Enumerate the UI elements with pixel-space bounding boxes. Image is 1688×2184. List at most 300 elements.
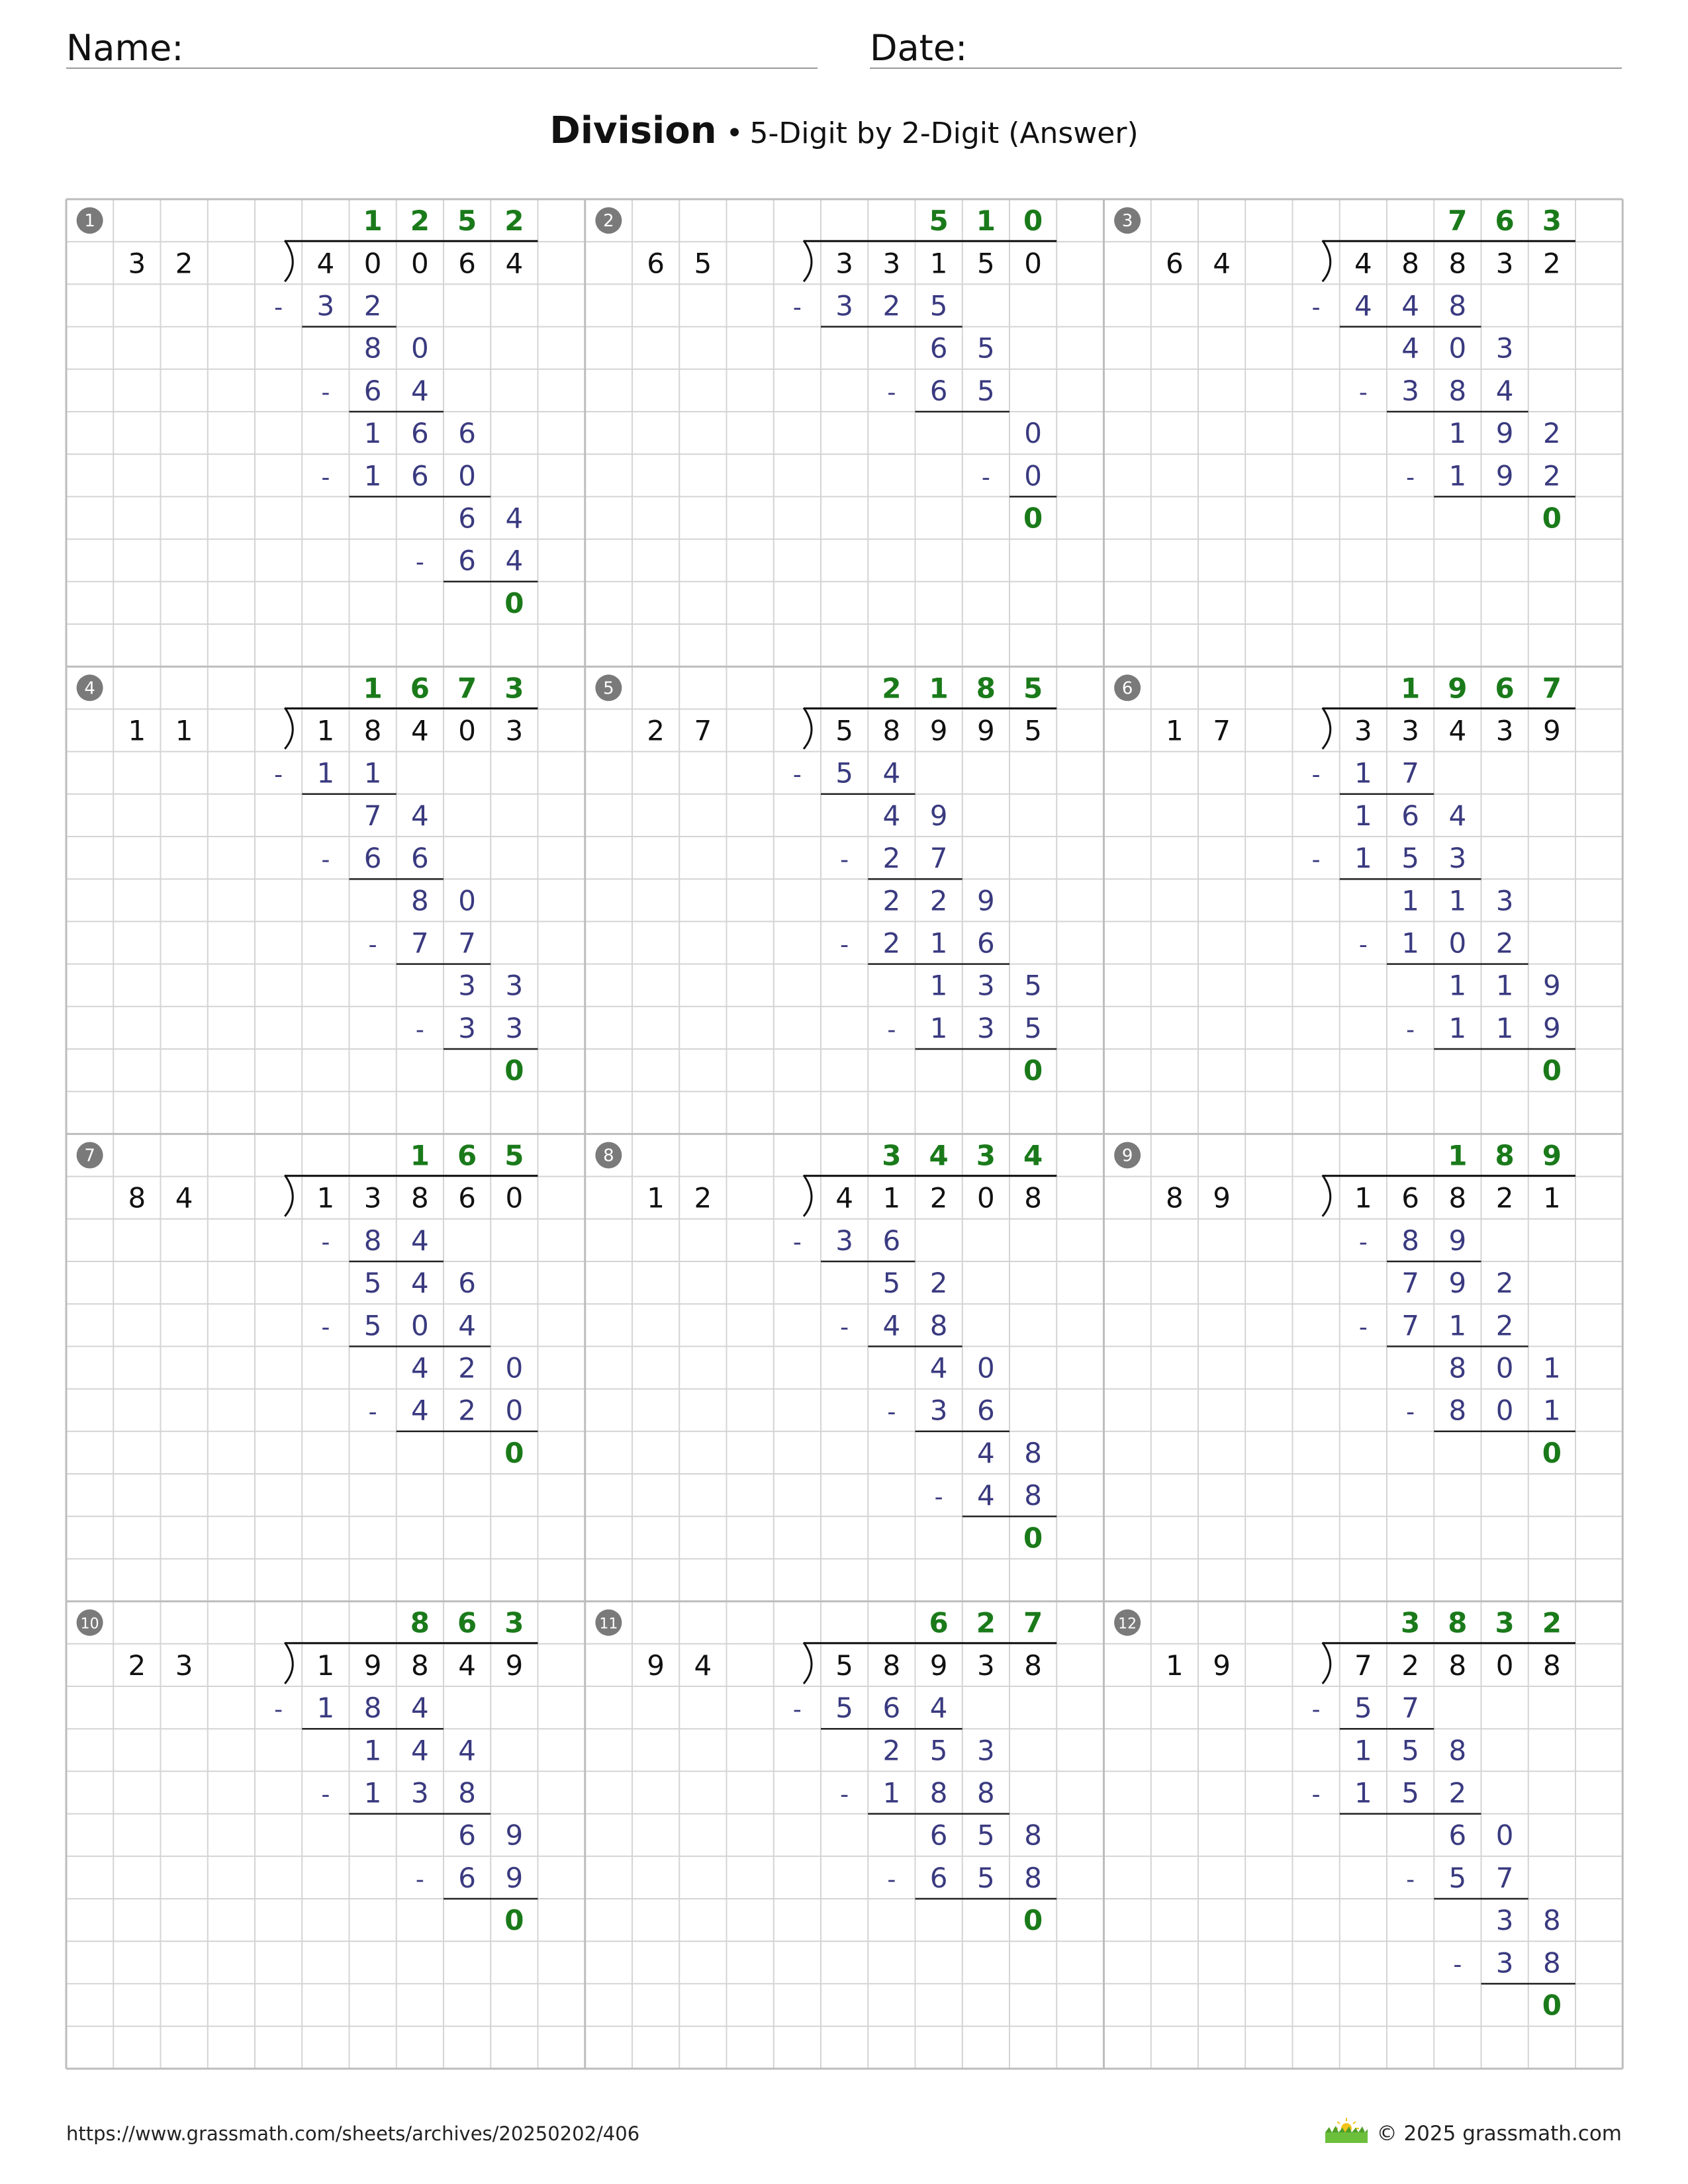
minus-sign: - bbox=[840, 846, 849, 874]
remainder-digit: 1 bbox=[1495, 969, 1514, 1002]
dividend-digit: 8 bbox=[1543, 1649, 1561, 1682]
divisor-digit: 9 bbox=[1213, 1649, 1231, 1682]
division-bracket bbox=[1323, 1175, 1331, 1216]
footer-url: https://www.grassmath.com/sheets/archives/20250202/406 bbox=[66, 2122, 640, 2145]
subtrahend-digit: 0 bbox=[458, 459, 476, 492]
remainder-digit: 5 bbox=[977, 1819, 995, 1852]
problem-number: 8 bbox=[603, 1146, 614, 1166]
subtrahend-digit: 8 bbox=[1543, 1946, 1561, 1979]
remainder-digit: 2 bbox=[882, 884, 901, 917]
divisor-digit: 2 bbox=[694, 1181, 712, 1214]
subtrahend-digit: 1 bbox=[1354, 842, 1372, 875]
final-remainder: 0 bbox=[1542, 502, 1562, 535]
quotient-digit: 6 bbox=[1495, 205, 1515, 238]
quotient-digit: 3 bbox=[504, 1606, 524, 1639]
remainder-digit: 4 bbox=[929, 1351, 948, 1385]
subtrahend-digit: 3 bbox=[458, 1011, 476, 1044]
subtrahend-digit: 4 bbox=[411, 1692, 429, 1725]
dividend-digit: 0 bbox=[363, 247, 382, 280]
final-remainder: 0 bbox=[1542, 1436, 1562, 1469]
division-bracket bbox=[1323, 240, 1331, 281]
remainder-digit: 9 bbox=[1448, 1267, 1467, 1300]
subtrahend-digit: 6 bbox=[363, 374, 382, 407]
subtrahend-digit: 5 bbox=[363, 1309, 382, 1342]
divisor-digit: 4 bbox=[1213, 247, 1231, 280]
remainder-digit: 0 bbox=[1495, 1351, 1514, 1385]
remainder-digit: 1 bbox=[363, 1734, 382, 1767]
subtrahend-digit: 0 bbox=[1448, 927, 1467, 960]
subtrahend-digit: 3 bbox=[835, 289, 853, 322]
dividend-digit: 2 bbox=[1495, 1181, 1514, 1214]
subtrahend-digit: 1 bbox=[929, 927, 948, 960]
dividend-digit: 0 bbox=[505, 1181, 524, 1214]
final-remainder: 0 bbox=[1542, 1989, 1562, 2022]
dividend-digit: 2 bbox=[929, 1181, 948, 1214]
subtrahend-digit: 8 bbox=[1401, 1224, 1419, 1257]
subtrahend-digit: 2 bbox=[1495, 927, 1514, 960]
subtrahend-digit: 4 bbox=[458, 1309, 476, 1342]
subtrahend-digit: 8 bbox=[1024, 1479, 1042, 1512]
subtrahend-digit: 5 bbox=[1448, 1861, 1467, 1894]
remainder-digit: 2 bbox=[1543, 417, 1561, 450]
remainder-digit: 9 bbox=[1495, 417, 1514, 450]
minus-sign: - bbox=[1311, 761, 1321, 789]
remainder-digit: 3 bbox=[505, 969, 524, 1002]
subtrahend-digit: 0 bbox=[1024, 459, 1042, 492]
dividend-digit: 1 bbox=[1354, 1181, 1372, 1214]
remainder-digit: 3 bbox=[1495, 1904, 1514, 1937]
dividend-digit: 3 bbox=[977, 1649, 995, 1682]
subtrahend-digit: 4 bbox=[1495, 374, 1514, 407]
dividend-digit: 3 bbox=[1495, 247, 1514, 280]
subtrahend-digit: 1 bbox=[316, 1692, 335, 1725]
dividend-digit: 1 bbox=[882, 1181, 901, 1214]
subtrahend-digit: 3 bbox=[977, 1011, 995, 1044]
dividend-digit: 8 bbox=[1401, 247, 1419, 280]
remainder-digit: 1 bbox=[1401, 884, 1419, 917]
remainder-digit: 8 bbox=[363, 332, 382, 365]
remainder-digit: 0 bbox=[1448, 332, 1467, 365]
minus-sign: - bbox=[321, 464, 330, 492]
divisor-digit: 7 bbox=[1213, 714, 1231, 747]
quotient-digit: 4 bbox=[929, 1139, 949, 1172]
subtrahend-digit: 9 bbox=[505, 1861, 524, 1894]
divisor-digit: 2 bbox=[128, 1649, 146, 1682]
subtrahend-digit: 8 bbox=[363, 1692, 382, 1725]
subtrahend-digit: 6 bbox=[411, 842, 429, 875]
quotient-digit: 2 bbox=[1542, 1606, 1562, 1639]
dividend-digit: 9 bbox=[929, 1649, 948, 1682]
subtrahend-digit: 2 bbox=[882, 289, 901, 322]
minus-sign: - bbox=[321, 1228, 330, 1256]
remainder-digit: 8 bbox=[1024, 1436, 1042, 1469]
quotient-digit: 5 bbox=[504, 1139, 524, 1172]
remainder-digit: 6 bbox=[458, 417, 476, 450]
quotient-digit: 3 bbox=[1401, 1606, 1421, 1639]
minus-sign: - bbox=[1311, 846, 1321, 874]
subtrahend-digit: 8 bbox=[1448, 1394, 1467, 1427]
remainder-digit: 5 bbox=[1401, 1734, 1419, 1767]
quotient-digit: 5 bbox=[457, 205, 477, 238]
remainder-digit: 6 bbox=[1448, 1819, 1467, 1852]
subtrahend-digit: 4 bbox=[505, 544, 524, 577]
subtrahend-digit: 1 bbox=[316, 756, 335, 790]
minus-sign: - bbox=[934, 1484, 943, 1512]
minus-sign: - bbox=[415, 1866, 424, 1893]
dividend-digit: 3 bbox=[363, 1181, 382, 1214]
final-remainder: 0 bbox=[504, 1904, 524, 1937]
subtrahend-digit: 2 bbox=[1543, 459, 1561, 492]
subtrahend-digit: 4 bbox=[882, 756, 901, 790]
subtrahend-digit: 5 bbox=[835, 756, 853, 790]
quotient-digit: 2 bbox=[976, 1606, 996, 1639]
dividend-digit: 3 bbox=[1495, 714, 1514, 747]
subtrahend-digit: 4 bbox=[977, 1479, 995, 1512]
final-remainder: 0 bbox=[1023, 502, 1043, 535]
division-bracket bbox=[804, 1175, 812, 1216]
subtrahend-digit: 6 bbox=[411, 459, 429, 492]
title-subtitle: 5-Digit by 2-Digit (Answer) bbox=[749, 116, 1139, 150]
divisor-digit: 2 bbox=[175, 247, 193, 280]
remainder-digit: 1 bbox=[1448, 884, 1467, 917]
minus-sign: - bbox=[792, 294, 802, 322]
subtrahend-digit: 2 bbox=[1448, 1776, 1467, 1809]
subtrahend-digit: 1 bbox=[1543, 1394, 1561, 1427]
dividend-digit: 1 bbox=[316, 1649, 335, 1682]
subtrahend-digit: 1 bbox=[929, 1011, 948, 1044]
title-main: Division bbox=[549, 109, 717, 152]
quotient-digit: 1 bbox=[363, 205, 383, 238]
subtrahend-digit: 9 bbox=[1495, 459, 1514, 492]
dividend-digit: 0 bbox=[1024, 247, 1042, 280]
division-bracket bbox=[285, 1175, 293, 1216]
quotient-digit: 2 bbox=[882, 672, 902, 705]
quotient-digit: 7 bbox=[457, 672, 477, 705]
subtrahend-digit: 4 bbox=[411, 374, 429, 407]
subtrahend-digit: 5 bbox=[1401, 842, 1419, 875]
remainder-digit: 8 bbox=[1024, 1819, 1042, 1852]
subtrahend-digit: 8 bbox=[977, 1776, 995, 1809]
dividend-digit: 3 bbox=[505, 714, 524, 747]
subtrahend-digit: 1 bbox=[1401, 927, 1419, 960]
remainder-digit: 4 bbox=[1448, 799, 1467, 832]
subtrahend-digit: 0 bbox=[505, 1394, 524, 1427]
minus-sign: - bbox=[1453, 1951, 1462, 1979]
dividend-digit: 5 bbox=[835, 714, 853, 747]
quotient-digit: 8 bbox=[976, 672, 996, 705]
quotient-digit: 9 bbox=[1542, 1139, 1562, 1172]
dividend-digit: 0 bbox=[458, 714, 476, 747]
minus-sign: - bbox=[274, 294, 283, 322]
quotient-digit: 3 bbox=[976, 1139, 996, 1172]
dividend-digit: 3 bbox=[882, 247, 901, 280]
subtrahend-digit: 5 bbox=[1401, 1776, 1419, 1809]
quotient-digit: 7 bbox=[1448, 205, 1468, 238]
divisor-digit: 3 bbox=[128, 247, 146, 280]
date-label: Date: bbox=[870, 27, 968, 69]
divisor-digit: 7 bbox=[694, 714, 712, 747]
final-remainder: 0 bbox=[1542, 1054, 1562, 1087]
remainder-digit: 6 bbox=[929, 332, 948, 365]
remainder-digit: 8 bbox=[411, 884, 429, 917]
dividend-digit: 8 bbox=[1448, 1649, 1467, 1682]
quotient-digit: 5 bbox=[1023, 672, 1043, 705]
dividend-digit: 3 bbox=[835, 247, 853, 280]
subtrahend-digit: 1 bbox=[1354, 1776, 1372, 1809]
remainder-digit: 8 bbox=[1543, 1904, 1561, 1937]
remainder-digit: 0 bbox=[411, 332, 429, 365]
subtrahend-digit: 1 bbox=[882, 1776, 901, 1809]
dividend-digit: 6 bbox=[458, 1181, 476, 1214]
minus-sign: - bbox=[368, 1398, 377, 1426]
footer-copyright: © 2025 grassmath.com bbox=[1376, 2122, 1622, 2146]
subtrahend-digit: 8 bbox=[1024, 1861, 1042, 1894]
minus-sign: - bbox=[887, 379, 896, 406]
divisor-digit: 1 bbox=[128, 714, 146, 747]
subtrahend-digit: 1 bbox=[1495, 1011, 1514, 1044]
remainder-digit: 2 bbox=[929, 1267, 948, 1300]
divisor-digit: 8 bbox=[1166, 1181, 1184, 1214]
grass-sun-logo-icon bbox=[1323, 2115, 1370, 2146]
remainder-digit: 4 bbox=[411, 799, 429, 832]
minus-sign: - bbox=[1406, 1398, 1415, 1426]
remainder-digit: 0 bbox=[1495, 1819, 1514, 1852]
remainder-digit: 4 bbox=[1401, 332, 1419, 365]
divisor-digit: 4 bbox=[694, 1649, 712, 1682]
subtrahend-digit: 6 bbox=[882, 1224, 901, 1257]
remainder-digit: 6 bbox=[458, 502, 476, 535]
problem-number: 3 bbox=[1121, 211, 1133, 232]
subtrahend-digit: 2 bbox=[1495, 1309, 1514, 1342]
subtrahend-digit: 3 bbox=[1448, 842, 1467, 875]
minus-sign: - bbox=[1358, 379, 1368, 406]
remainder-digit: 3 bbox=[1495, 884, 1514, 917]
dividend-digit: 4 bbox=[505, 247, 524, 280]
minus-sign: - bbox=[840, 1314, 849, 1342]
dividend-digit: 4 bbox=[1448, 714, 1467, 747]
problem-number: 7 bbox=[84, 1146, 95, 1166]
quotient-digit: 3 bbox=[1542, 205, 1562, 238]
subtrahend-digit: 8 bbox=[458, 1776, 476, 1809]
subtrahend-digit: 6 bbox=[882, 1692, 901, 1725]
minus-sign: - bbox=[368, 931, 377, 959]
problem-number: 4 bbox=[84, 678, 95, 699]
quotient-digit: 6 bbox=[457, 1606, 477, 1639]
subtrahend-digit: 6 bbox=[458, 1861, 476, 1894]
subtrahend-digit: 1 bbox=[1448, 459, 1467, 492]
quotient-digit: 1 bbox=[410, 1139, 430, 1172]
remainder-digit: 7 bbox=[363, 799, 382, 832]
divisor-digit: 5 bbox=[694, 247, 712, 280]
dividend-digit: 1 bbox=[1543, 1181, 1561, 1214]
subtrahend-digit: 7 bbox=[1401, 1309, 1419, 1342]
remainder-digit: 4 bbox=[411, 1734, 429, 1767]
divisor-digit: 9 bbox=[1213, 1181, 1231, 1214]
remainder-digit: 9 bbox=[929, 799, 948, 832]
dividend-digit: 4 bbox=[458, 1649, 476, 1682]
remainder-digit: 8 bbox=[1448, 1351, 1467, 1385]
quotient-digit: 6 bbox=[929, 1606, 949, 1639]
division-bracket bbox=[285, 707, 293, 749]
quotient-digit: 6 bbox=[410, 672, 430, 705]
dividend-digit: 1 bbox=[929, 247, 948, 280]
final-remainder: 0 bbox=[504, 586, 524, 619]
subtrahend-digit: 8 bbox=[1448, 374, 1467, 407]
quotient-digit: 7 bbox=[1023, 1606, 1043, 1639]
minus-sign: - bbox=[274, 761, 283, 789]
quotient-digit: 2 bbox=[504, 205, 524, 238]
subtrahend-digit: 7 bbox=[411, 927, 429, 960]
subtrahend-digit: 5 bbox=[1354, 1692, 1372, 1725]
minus-sign: - bbox=[840, 931, 849, 959]
quotient-digit: 5 bbox=[929, 205, 949, 238]
dividend-digit: 8 bbox=[411, 1649, 429, 1682]
remainder-digit: 2 bbox=[458, 1351, 476, 1385]
remainder-digit: 5 bbox=[363, 1267, 382, 1300]
remainder-digit: 6 bbox=[411, 417, 429, 450]
remainder-digit: 2 bbox=[1495, 1267, 1514, 1300]
subtrahend-digit: 3 bbox=[1495, 1946, 1514, 1979]
quotient-digit: 3 bbox=[1495, 1606, 1515, 1639]
dividend-digit: 7 bbox=[1354, 1649, 1372, 1682]
problem-number: 12 bbox=[1118, 1615, 1137, 1633]
divisor-digit: 2 bbox=[647, 714, 665, 747]
minus-sign: - bbox=[321, 1314, 330, 1342]
divisor-digit: 6 bbox=[647, 247, 665, 280]
remainder-digit: 5 bbox=[1024, 969, 1042, 1002]
remainder-digit: 9 bbox=[505, 1819, 524, 1852]
problem-number: 6 bbox=[1121, 678, 1133, 699]
division-bracket bbox=[804, 240, 812, 281]
dividend-digit: 4 bbox=[411, 714, 429, 747]
subtrahend-digit: 2 bbox=[363, 289, 382, 322]
subtrahend-digit: 8 bbox=[363, 1224, 382, 1257]
quotient-digit: 9 bbox=[1448, 672, 1468, 705]
subtrahend-digit: 6 bbox=[977, 927, 995, 960]
dividend-digit: 1 bbox=[316, 1181, 335, 1214]
dividend-digit: 5 bbox=[977, 247, 995, 280]
quotient-digit: 0 bbox=[1023, 205, 1043, 238]
remainder-digit: 7 bbox=[1401, 1267, 1419, 1300]
minus-sign: - bbox=[321, 846, 330, 874]
name-label: Name: bbox=[66, 27, 184, 69]
quotient-digit: 6 bbox=[1495, 672, 1515, 705]
subtrahend-digit: 0 bbox=[411, 1309, 429, 1342]
remainder-digit: 4 bbox=[505, 502, 524, 535]
minus-sign: - bbox=[792, 761, 802, 789]
subtrahend-digit: 4 bbox=[929, 1692, 948, 1725]
dividend-digit: 9 bbox=[977, 714, 995, 747]
divisor-digit: 9 bbox=[647, 1649, 665, 1682]
subtrahend-digit: 5 bbox=[835, 1692, 853, 1725]
divisor-digit: 1 bbox=[1166, 714, 1184, 747]
remainder-digit: 1 bbox=[929, 969, 948, 1002]
dividend-digit: 0 bbox=[1495, 1649, 1514, 1682]
dividend-digit: 1 bbox=[316, 714, 335, 747]
subtrahend-digit: 1 bbox=[363, 756, 382, 790]
remainder-digit: 5 bbox=[882, 1267, 901, 1300]
subtrahend-digit: 5 bbox=[1024, 1011, 1042, 1044]
subtrahend-digit: 6 bbox=[458, 544, 476, 577]
subtrahend-digit: 1 bbox=[363, 459, 382, 492]
remainder-digit: 2 bbox=[882, 1734, 901, 1767]
division-bracket bbox=[804, 707, 812, 749]
subtrahend-digit: 4 bbox=[882, 1309, 901, 1342]
dividend-digit: 9 bbox=[1543, 714, 1561, 747]
divisor-digit: 1 bbox=[647, 1181, 665, 1214]
minus-sign: - bbox=[1406, 1866, 1415, 1893]
problem-number: 2 bbox=[603, 211, 614, 232]
dividend-digit: 4 bbox=[1354, 247, 1372, 280]
dividend-digit: 9 bbox=[929, 714, 948, 747]
remainder-digit: 3 bbox=[1495, 332, 1514, 365]
quotient-digit: 8 bbox=[410, 1606, 430, 1639]
subtrahend-digit: 3 bbox=[835, 1224, 853, 1257]
dividend-digit: 8 bbox=[1448, 247, 1467, 280]
quotient-digit: 4 bbox=[1023, 1139, 1043, 1172]
remainder-digit: 0 bbox=[1024, 417, 1042, 450]
minus-sign: - bbox=[792, 1228, 802, 1256]
subtrahend-digit: 7 bbox=[458, 927, 476, 960]
subtrahend-digit: 4 bbox=[411, 1224, 429, 1257]
remainder-digit: 4 bbox=[411, 1267, 429, 1300]
remainder-digit: 0 bbox=[505, 1351, 524, 1385]
remainder-digit: 6 bbox=[458, 1819, 476, 1852]
dividend-digit: 4 bbox=[316, 247, 335, 280]
quotient-digit: 2 bbox=[410, 205, 430, 238]
remainder-digit: 1 bbox=[1448, 417, 1467, 450]
minus-sign: - bbox=[415, 549, 424, 576]
subtrahend-digit: 4 bbox=[411, 1394, 429, 1427]
problem-number: 10 bbox=[80, 1615, 99, 1633]
dividend-digit: 8 bbox=[411, 1181, 429, 1214]
quotient-digit: 1 bbox=[976, 205, 996, 238]
quotient-digit: 1 bbox=[929, 672, 949, 705]
remainder-digit: 9 bbox=[1543, 969, 1561, 1002]
minus-sign: - bbox=[1358, 1314, 1368, 1342]
division-bracket bbox=[1323, 707, 1331, 749]
minus-sign: - bbox=[1311, 294, 1321, 322]
final-remainder: 0 bbox=[504, 1436, 524, 1469]
subtrahend-digit: 3 bbox=[316, 289, 335, 322]
remainder-digit: 0 bbox=[977, 1351, 995, 1385]
dividend-digit: 0 bbox=[411, 247, 429, 280]
quotient-digit: 3 bbox=[504, 672, 524, 705]
subtrahend-digit: 7 bbox=[1495, 1861, 1514, 1894]
remainder-digit: 6 bbox=[1401, 799, 1419, 832]
division-bracket bbox=[804, 1643, 812, 1684]
subtrahend-digit: 7 bbox=[929, 842, 948, 875]
subtrahend-digit: 3 bbox=[411, 1776, 429, 1809]
subtrahend-digit: 6 bbox=[977, 1394, 995, 1427]
subtrahend-digit: 5 bbox=[977, 1861, 995, 1894]
dividend-digit: 9 bbox=[505, 1649, 524, 1682]
final-remainder: 0 bbox=[1023, 1054, 1043, 1087]
subtrahend-digit: 6 bbox=[929, 1861, 948, 1894]
division-bracket bbox=[285, 1643, 293, 1684]
subtrahend-digit: 6 bbox=[363, 842, 382, 875]
quotient-digit: 6 bbox=[457, 1139, 477, 1172]
problem-number: 5 bbox=[603, 678, 614, 699]
remainder-digit: 1 bbox=[363, 417, 382, 450]
subtrahend-digit: 2 bbox=[458, 1394, 476, 1427]
minus-sign: - bbox=[1406, 1016, 1415, 1044]
divisor-digit: 3 bbox=[175, 1649, 193, 1682]
subtrahend-digit: 8 bbox=[1448, 289, 1467, 322]
minus-sign: - bbox=[887, 1398, 896, 1426]
dividend-digit: 6 bbox=[1401, 1181, 1419, 1214]
remainder-digit: 1 bbox=[1543, 1351, 1561, 1385]
